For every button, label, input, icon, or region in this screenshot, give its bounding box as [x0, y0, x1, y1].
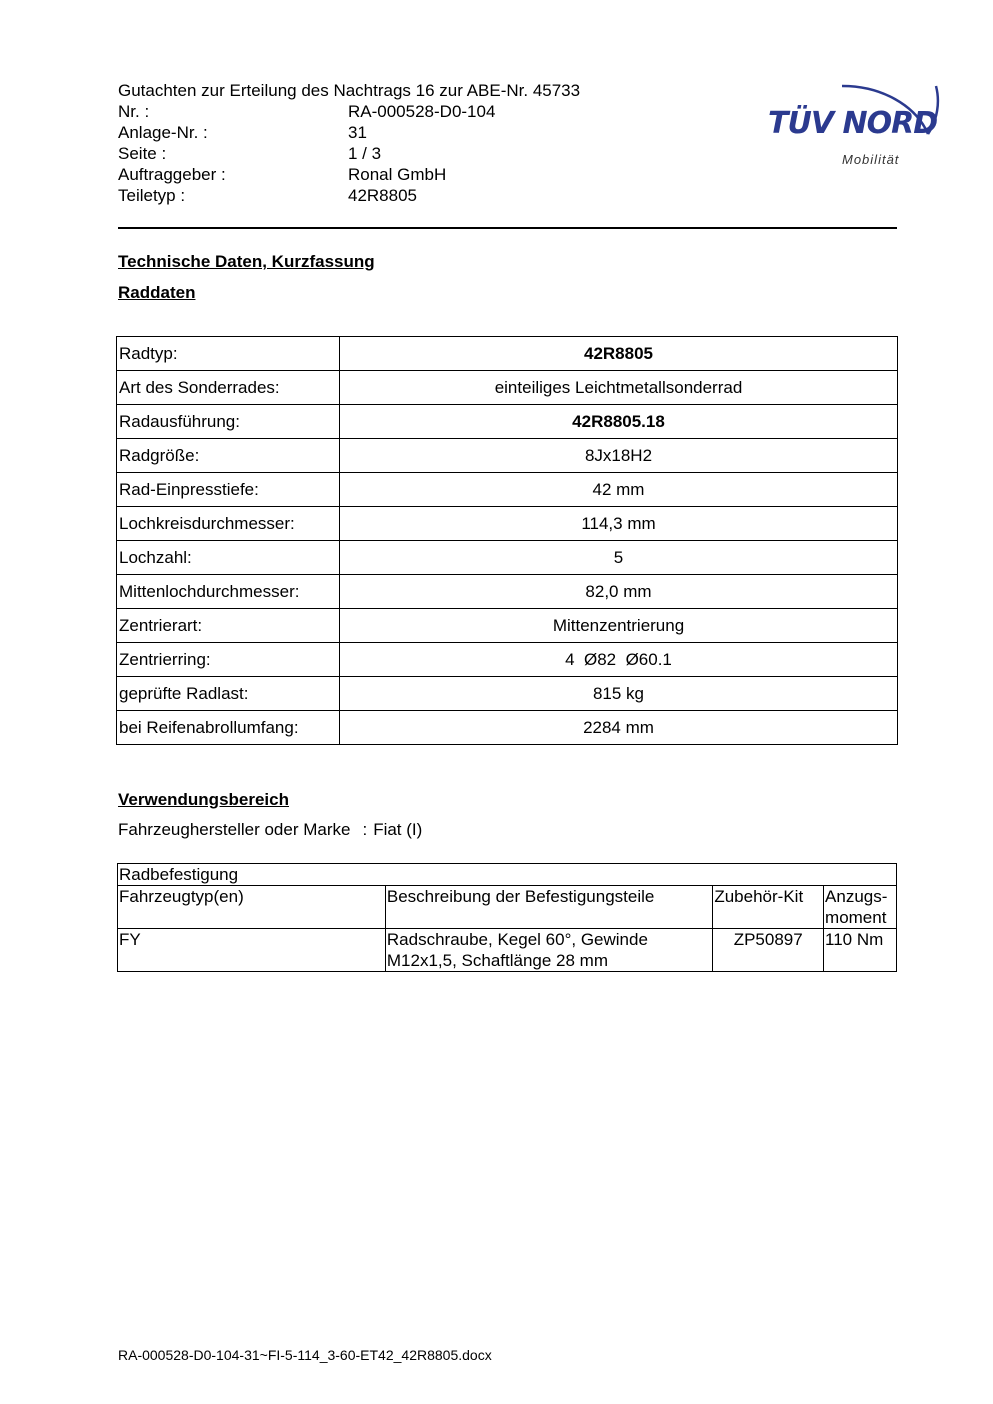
footer-filename: RA-000528-D0-104-31~FI-5-114_3-60-ET42_42R8805.docx [118, 1347, 492, 1363]
row-key: Radausführung: [117, 405, 340, 439]
befestigung-table [117, 863, 897, 972]
table-row [117, 439, 898, 473]
header-label: Seite : [118, 144, 167, 163]
header-label: Auftraggeber : [118, 165, 226, 184]
table-row [117, 337, 898, 371]
column-header-moment [824, 886, 897, 929]
header-row [118, 164, 580, 185]
row-value: 42R8805.18 [340, 405, 898, 439]
table-row [117, 405, 898, 439]
maker-label: Fahrzeughersteller oder Marke [118, 820, 351, 839]
column-header: moment [825, 908, 887, 927]
row-key: Rad-Einpresstiefe: [117, 473, 340, 507]
cell-vehicle-type: FY [118, 929, 386, 972]
header-value: 31 [348, 123, 367, 142]
logo-subtitle: Mobilität [842, 152, 900, 167]
column-header: Beschreibung der Befestigungsteile [385, 886, 712, 929]
description-line: M12x1,5, Schaftlänge 28 mm [386, 951, 609, 970]
header-row [118, 101, 580, 122]
cell-torque: 110 Nm [824, 929, 897, 972]
row-key: Mittenlochdurchmesser: [117, 575, 340, 609]
header-value: 1 / 3 [348, 144, 382, 163]
row-key: Radtyp: [117, 337, 340, 371]
row-key: Lochzahl: [117, 541, 340, 575]
section-title-technical: Technische Daten, Kurzfassung [118, 252, 375, 271]
header-value: 42R8805 [348, 186, 418, 205]
row-value: 42 mm [340, 473, 898, 507]
logo-wordmark: TÜV NORD [768, 106, 938, 141]
column-header: Fahrzeugtyp(en) [118, 886, 386, 929]
header-row [118, 185, 580, 206]
header-value: RA-000528-D0-104 [348, 102, 496, 121]
report-title: Gutachten zur Erteilung des Nachtrags 16 zur ABE-Nr. 45733 [118, 81, 581, 100]
table-caption: Radbefestigung [118, 864, 897, 886]
row-key: bei Reifenabrollumfang: [117, 711, 340, 745]
table-row [117, 677, 898, 711]
row-value: 4 Ø82 Ø60.1 [340, 643, 898, 677]
table-header-row [118, 886, 897, 929]
row-key: Lochkreisdurchmesser: [117, 507, 340, 541]
section-title-verwendung: Verwendungsbereich [118, 790, 289, 809]
row-value: 114,3 mm [340, 507, 898, 541]
table-row [117, 609, 898, 643]
header-block [118, 80, 580, 206]
header-label: Nr. : [118, 102, 150, 121]
header-value: Ronal GmbH [348, 165, 447, 184]
table-row [117, 643, 898, 677]
header-label: Anlage-Nr. : [118, 123, 208, 142]
cell-kit: ZP50897 [713, 929, 824, 972]
row-value: 2284 mm [340, 711, 898, 745]
row-key: geprüfte Radlast: [117, 677, 340, 711]
table-row [117, 473, 898, 507]
vehicle-maker-line [118, 820, 422, 840]
row-value: Mittenzentrierung [340, 609, 898, 643]
table-row [118, 929, 897, 972]
table-row [117, 507, 898, 541]
row-key: Radgröße: [117, 439, 340, 473]
column-header: Zubehör-Kit [713, 886, 824, 929]
maker-value: Fiat (I) [373, 820, 423, 839]
table-row [117, 541, 898, 575]
maker-separator: : [362, 820, 368, 839]
column-header: Anzugs- [825, 887, 888, 906]
table-row [117, 575, 898, 609]
row-key: Art des Sonderrades: [117, 371, 340, 405]
header-label: Teiletyp : [118, 186, 186, 205]
row-value: 8Jx18H2 [340, 439, 898, 473]
row-key: Zentrierart: [117, 609, 340, 643]
section-title-raddaten: Raddaten [118, 283, 196, 302]
row-value: 42R8805 [340, 337, 898, 371]
table-row [117, 711, 898, 745]
row-value: 5 [340, 541, 898, 575]
header-divider [118, 227, 897, 229]
description-line: Radschraube, Kegel 60°, Gewinde [386, 930, 648, 949]
header-row [118, 143, 580, 164]
table-row [117, 371, 898, 405]
table-caption-row [118, 864, 897, 886]
row-value: 82,0 mm [340, 575, 898, 609]
header-row [118, 122, 580, 143]
tuev-nord-logo [760, 56, 945, 171]
raddaten-table [116, 336, 898, 745]
row-value: einteiliges Leichtmetallsonderrad [340, 371, 898, 405]
row-value: 815 kg [340, 677, 898, 711]
cell-description [385, 929, 712, 972]
row-key: Zentrierring: [117, 643, 340, 677]
